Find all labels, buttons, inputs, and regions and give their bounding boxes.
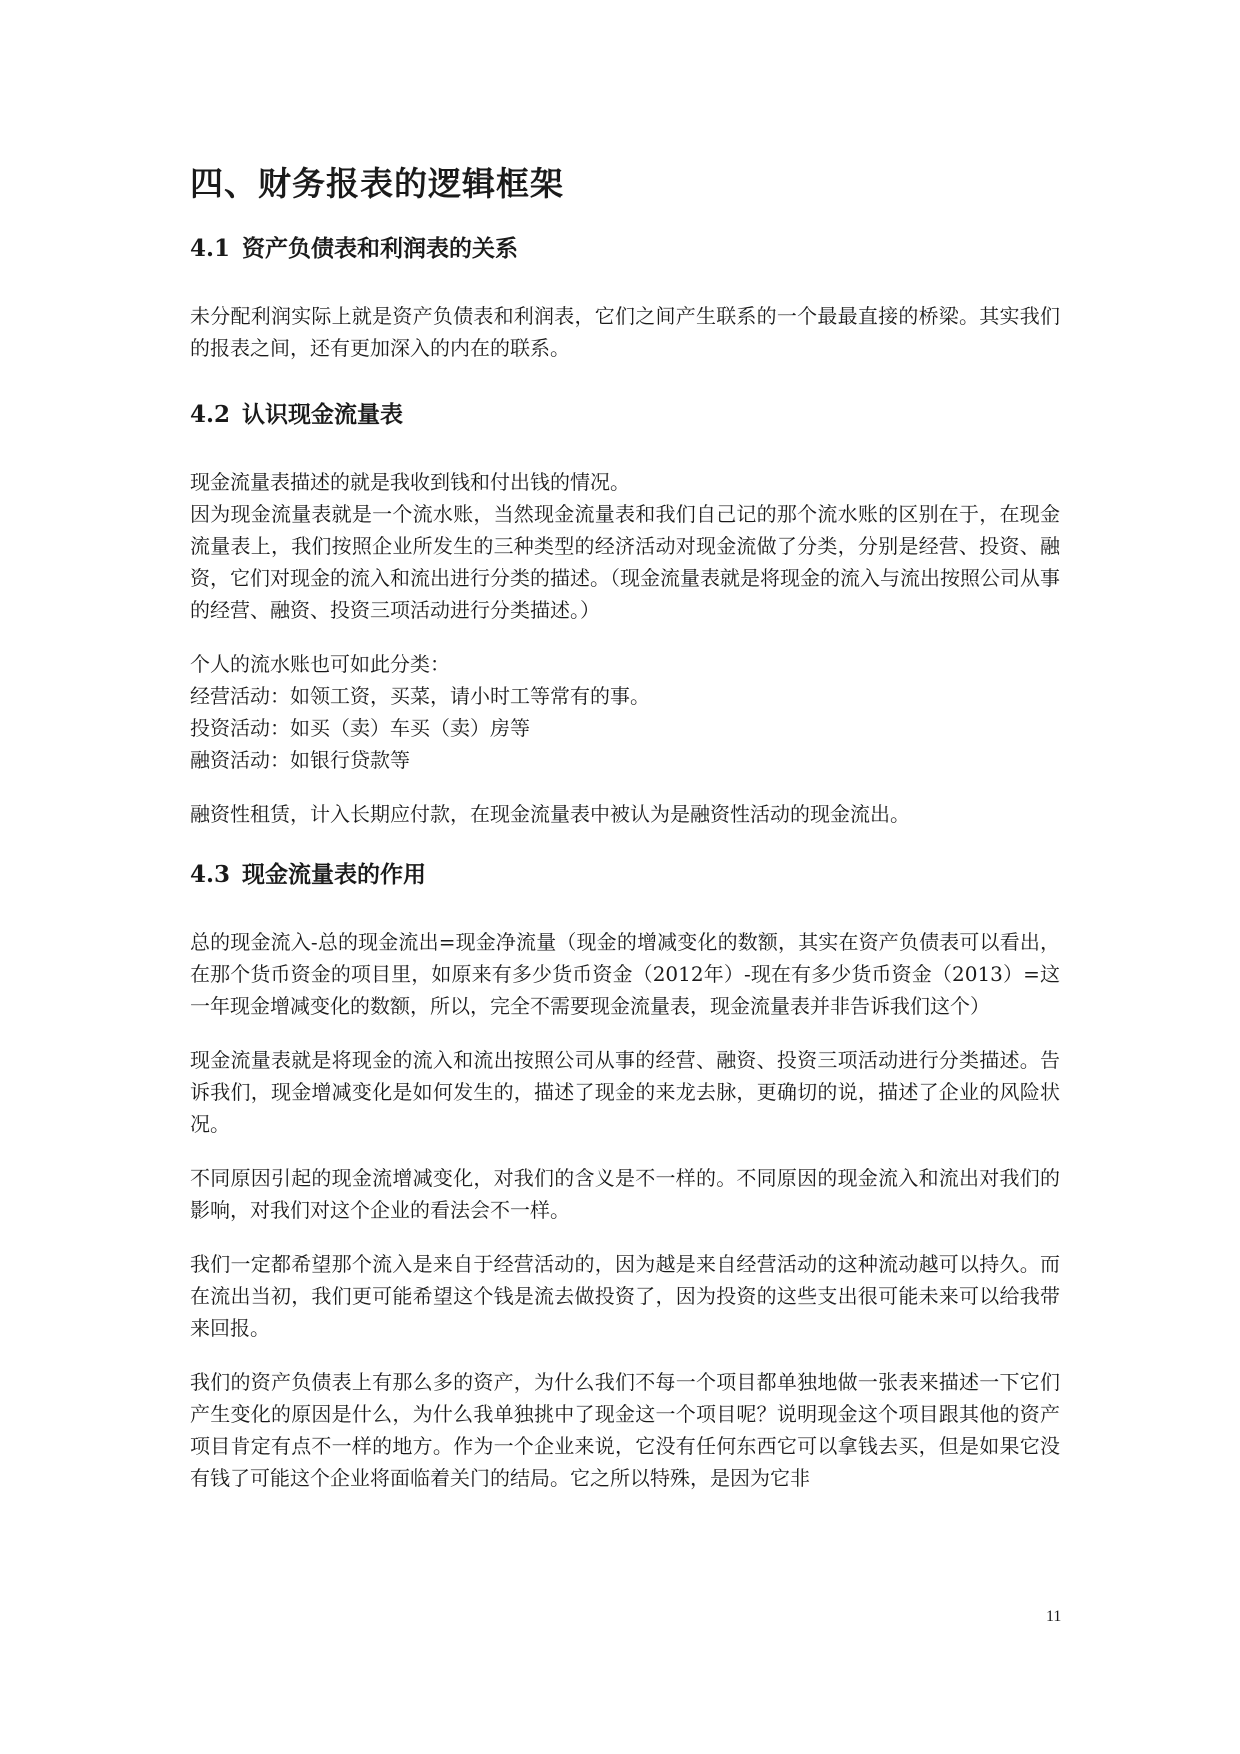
- paragraph: 现金流量表描述的就是我收到钱和付出钱的情况。: [190, 470, 630, 494]
- section-title: 资产负债表和利润表的关系: [242, 235, 519, 262]
- section-number: 4.2: [190, 401, 231, 428]
- list-item: 经营活动：如领工资，买菜，请小时工等常有的事。: [190, 684, 650, 708]
- section-title: 现金流量表的作用: [242, 861, 427, 888]
- section-4-2-heading: [190, 398, 1060, 432]
- paragraph: 总的现金流入-总的现金流出=现金净流量（现金的增减变化的数额，其实在资产负债表可以看出，在那个货币资金的项目里，如原来有多少货币资金（2012年）-现在有多少货币资金（2013）=这一年现金增减变化的数额，所以，完全不需要现金流量表，现金流量表并非告诉我们这个）: [190, 930, 1060, 1018]
- list-item: 投资活动：如买（卖）车买（卖）房等: [190, 716, 530, 740]
- paragraph: 现金流量表就是将现金的流入和流出按照公司从事的经营、融资、投资三项活动进行分类描述。告诉我们，现金增减变化是如何发生的，描述了现金的来龙去脉，更确切的说，描述了企业的风险状况。: [190, 1048, 1060, 1136]
- section-title: 认识现金流量表: [242, 401, 404, 428]
- section-4-3-heading: [190, 858, 1060, 892]
- page-number: 11: [1046, 1608, 1062, 1625]
- paragraph: 我们一定都希望那个流入是来自于经营活动的，因为越是来自经营活动的这种流动越可以持久。而在流出当初，我们更可能希望这个钱是流去做投资了，因为投资的这些支出很可能未来可以给我带来回报。: [190, 1252, 1060, 1340]
- paragraph: 融资性租赁，计入长期应付款，在现金流量表中被认为是融资性活动的现金流出。: [190, 802, 910, 826]
- list-item: 融资活动：如银行贷款等: [190, 748, 410, 772]
- paragraph: 未分配利润实际上就是资产负债表和利润表，它们之间产生联系的一个最最直接的桥梁。其实我们的报表之间，还有更加深入的内在的联系。: [190, 304, 1060, 360]
- paragraph: 不同原因引起的现金流增减变化，对我们的含义是不一样的。不同原因的现金流入和流出对我们的影响，对我们对这个企业的看法会不一样。: [190, 1166, 1060, 1222]
- paragraph: 我们的资产负债表上有那么多的资产，为什么我们不每一个项目都单独地做一张表来描述一下它们产生变化的原因是什么，为什么我单独挑中了现金这一个项目呢？说明现金这个项目跟其他的资产项目肯定有点不一样的地方。作为一个企业来说，它没有任何东西它可以拿钱去买，但是如果它没有钱了可能这个企业将面临着关门的结局。它之所以特殊，是因为它非: [190, 1370, 1060, 1490]
- section-4-1-heading: [190, 232, 1060, 266]
- section-number: 4.3: [190, 861, 231, 888]
- section-number: 4.1: [190, 235, 231, 262]
- paragraph: 因为现金流量表就是一个流水账，当然现金流量表和我们自己记的那个流水账的区别在于，在现金流量表上，我们按照企业所发生的三种类型的经济活动对现金流做了分类，分别是经营、投资、融资，它们对现金的流入和流出进行分类的描述。（现金流量表就是将现金的流入与流出按照公司从事的经营、融资、投资三项活动进行分类描述。）: [190, 502, 1060, 622]
- paragraph: 个人的流水账也可如此分类：: [190, 652, 450, 676]
- document-page: [190, 150, 1060, 1494]
- chapter-title: 四、财务报表的逻辑框架: [190, 164, 564, 203]
